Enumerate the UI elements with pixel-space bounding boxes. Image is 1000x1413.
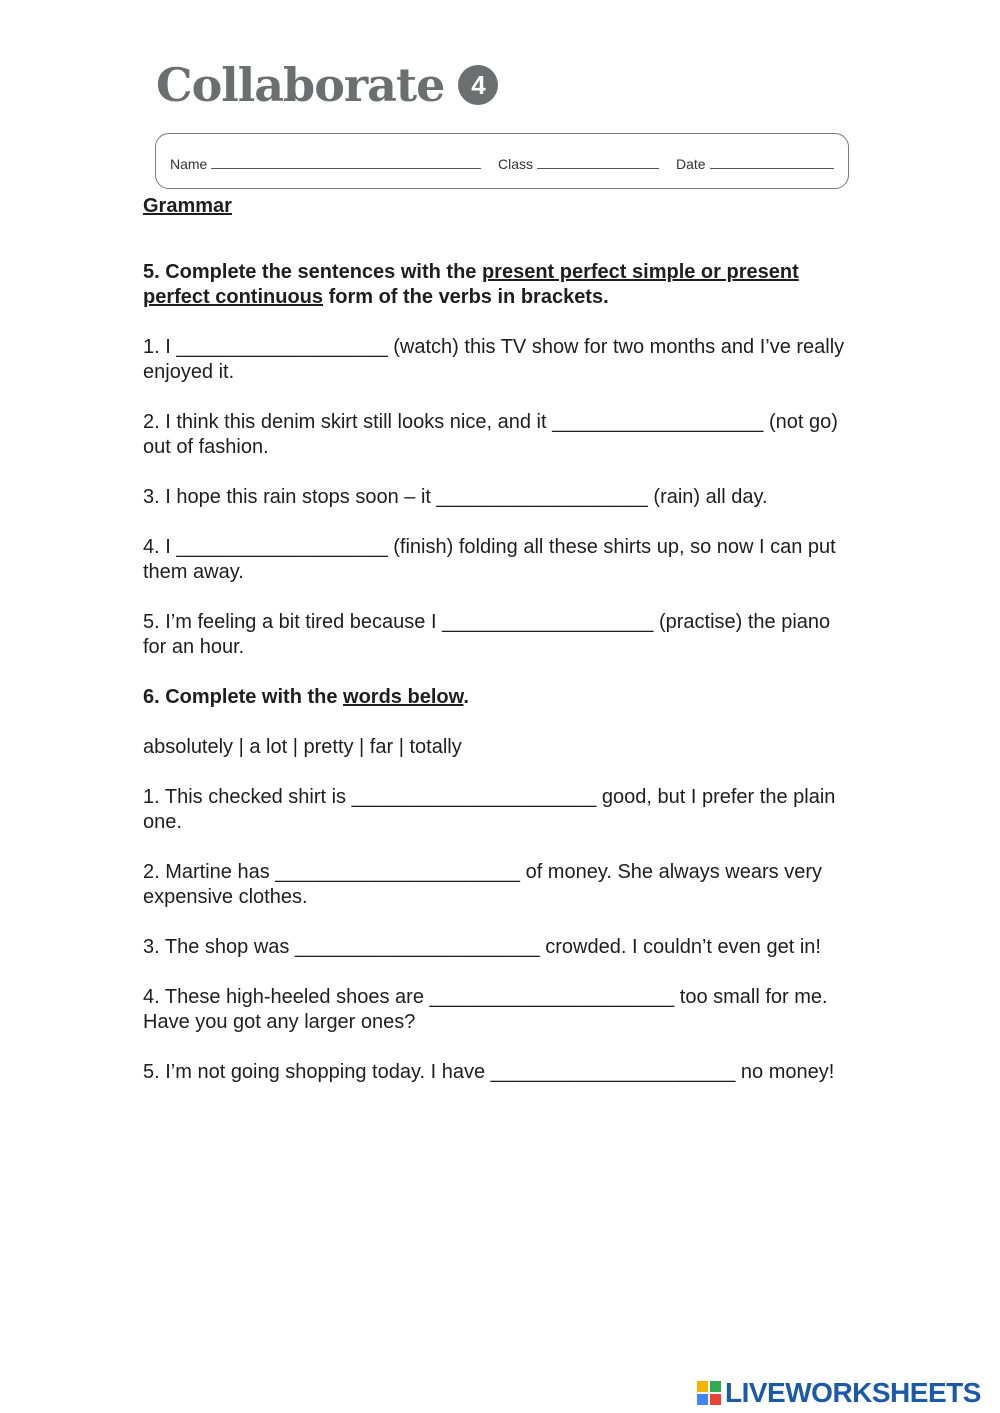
- wm-block-2: [710, 1381, 721, 1392]
- ex6-blank-2[interactable]: ______________________: [275, 861, 521, 883]
- name-label: Name: [170, 156, 208, 172]
- liveworksheets-watermark: [697, 1377, 981, 1409]
- wm-block-4: [710, 1394, 721, 1405]
- exercise-6-emphasis: words below: [343, 686, 464, 708]
- ex5-sentence-1: 1. I ___________________ (watch) this TV show for two months and I’ve really enjoyed it.: [143, 336, 845, 383]
- ex5-blank-5[interactable]: ___________________: [442, 611, 654, 633]
- wm-block-3: [697, 1394, 708, 1405]
- name-line[interactable]: [211, 155, 481, 169]
- date-line[interactable]: [710, 155, 834, 169]
- logo-word: Collaborate: [156, 58, 445, 112]
- exercise-5-emphasis: present perfect simple or present perfect continuous: [143, 261, 799, 308]
- liveworksheets-logo-icon: [697, 1381, 721, 1405]
- exercise-5-instruction: 5. Complete the sentences with the present perfect simple or present perfect continuous form of the verbs in brackets.: [143, 261, 799, 308]
- student-info-box: [155, 133, 849, 189]
- exercise-6-instruction: 6. Complete with the words below.: [143, 686, 469, 708]
- ex6-sentence-5: 5. I’m not going shopping today. I have ______________________ no money!: [143, 1061, 835, 1083]
- class-label: Class: [498, 156, 534, 172]
- date-label: Date: [676, 156, 706, 172]
- ex5-blank-2[interactable]: ___________________: [552, 411, 764, 433]
- class-field[interactable]: [498, 155, 659, 172]
- ex5-sentence-2: 2. I think this denim skirt still looks nice, and it ___________________ (not go) out of fashion.: [143, 411, 838, 458]
- collaborate-logo: [156, 58, 498, 112]
- ex5-sentence-3: 3. I hope this rain stops soon – it ___________________ (rain) all day.: [143, 486, 768, 508]
- ex6-blank-1[interactable]: ______________________: [351, 786, 597, 808]
- ex5-blank-3[interactable]: ___________________: [436, 486, 648, 508]
- logo-number-badge: 4: [458, 65, 498, 105]
- date-field[interactable]: [676, 155, 834, 172]
- section-heading: Grammar: [143, 195, 232, 217]
- ex5-blank-1[interactable]: ___________________: [176, 336, 388, 358]
- ex6-sentence-4: 4. These high-heeled shoes are ______________________ too small for me. Have you got any larger ones?: [143, 986, 828, 1033]
- ex5-sentence-5: 5. I’m feeling a bit tired because I ___________________ (practise) the piano for an hour.: [143, 611, 831, 658]
- ex6-sentence-3: 3. The shop was ______________________ crowded. I couldn’t even get in!: [143, 936, 821, 958]
- wm-block-1: [697, 1381, 708, 1392]
- watermark-text: LIVEWORKSHEETS: [725, 1377, 981, 1408]
- worksheet-content: [143, 194, 858, 1085]
- ex6-blank-3[interactable]: ______________________: [294, 936, 540, 958]
- name-field[interactable]: [170, 155, 481, 172]
- ex6-sentence-1: 1. This checked shirt is ______________________ good, but I prefer the plain one.: [143, 786, 836, 833]
- ex6-blank-5[interactable]: ______________________: [490, 1061, 736, 1083]
- class-line[interactable]: [537, 155, 659, 169]
- ex6-sentence-2: 2. Martine has ______________________ of money. She always wears very expensive clothes.: [143, 861, 822, 908]
- ex5-blank-4[interactable]: ___________________: [176, 536, 388, 558]
- ex6-blank-4[interactable]: ______________________: [429, 986, 675, 1008]
- word-bank: absolutely | a lot | pretty | far | totally: [143, 736, 462, 758]
- ex5-sentence-4: 4. I ___________________ (finish) folding all these shirts up, so now I can put them away.: [143, 536, 836, 583]
